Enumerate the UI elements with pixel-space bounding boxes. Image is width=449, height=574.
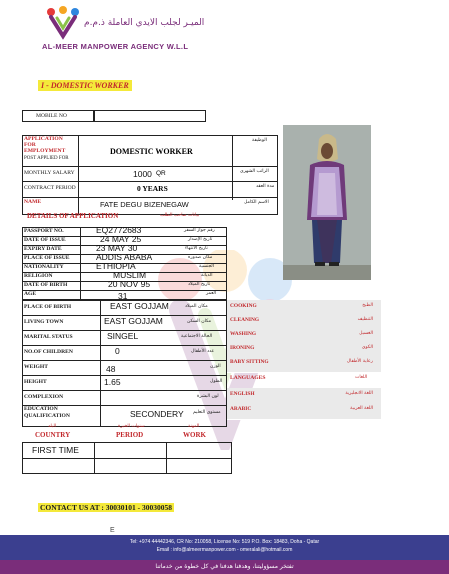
passport-arabic: رقم جواز السفر xyxy=(184,228,215,233)
skill-cooking: COOKING الطبخ xyxy=(227,300,381,317)
exp-period-header: PERIOD xyxy=(116,431,144,439)
exp-country-arabic: البلد xyxy=(48,424,56,429)
education-value: SECONDERY xyxy=(130,409,184,419)
issue-date-arabic: تاريخ الإصدار xyxy=(188,237,213,242)
skill-baby-sitting: BABY SITTING رعاية الأطفال xyxy=(227,356,381,373)
monthly-salary-arabic: الراتب الشهري xyxy=(240,169,269,174)
education-arabic: مستوى التعليم xyxy=(193,410,221,415)
weight-value: 48 xyxy=(106,364,116,374)
applicant-photo xyxy=(283,125,371,280)
religion-value: MUSLIM xyxy=(113,270,147,280)
section-title: I - DOMESTIC WORKER xyxy=(38,80,132,91)
application-label-4: POST APPLIED FOR xyxy=(24,156,69,161)
monthly-salary-unit: QR xyxy=(156,170,166,177)
weight-arabic: الوزن xyxy=(210,364,221,369)
agency-name-english: AL-MEER MANPOWER AGENCY W.L.L xyxy=(42,42,189,51)
marital-status-label: MARITAL STATUS xyxy=(24,334,73,340)
contract-period-value: 0 YEARS xyxy=(137,184,168,193)
skill-washing: WASHING الغسيل xyxy=(227,328,381,345)
mobile-no-value-cell xyxy=(94,110,206,122)
expiry-date-label: EXPIRY DATE xyxy=(24,246,62,252)
contact-numbers: CONTACT US AT : 30030101 - 30030058 xyxy=(40,503,172,512)
place-of-issue-arabic: مكان صدوره xyxy=(188,255,213,260)
education-label-1: EDUCATION xyxy=(24,406,58,412)
name-value: FATE DEGU BIZENEGAW xyxy=(100,200,189,209)
exp-country-header: COUNTRY xyxy=(35,431,71,439)
contract-period-label: CONTRACT PERIOD xyxy=(24,185,76,191)
height-arabic: الطول xyxy=(210,379,223,384)
height-value: 1.65 xyxy=(104,377,121,387)
marital-status-value: SINGEL xyxy=(107,331,139,341)
age-label: AGE xyxy=(24,291,37,297)
skill-cleaning: CLEANING التنظيف xyxy=(227,314,381,331)
languages-header: LANGUAGES xyxy=(230,375,266,381)
details-title-arabic: بيانات صاحب الطلب xyxy=(160,213,200,218)
footer-slogan-bar xyxy=(0,560,449,574)
nationality-label: NATIONALITY xyxy=(24,264,64,270)
footer-email: Email : info@almeermanpower.com - omeralali@hotmail.com xyxy=(156,547,293,553)
age-value: 31 xyxy=(118,291,128,301)
agency-logo-icon xyxy=(43,6,83,40)
place-of-issue-label: PLACE OF ISSUE xyxy=(24,255,70,261)
languages-header-arabic: اللغات xyxy=(355,375,368,380)
issue-date-label: DATE OF ISSUE xyxy=(24,237,66,243)
children-value: 0 xyxy=(115,346,120,356)
passport-label: PASSPORT NO. xyxy=(24,228,64,234)
expiry-date-value: 23 MAY 30 xyxy=(96,243,138,253)
language-english: ENGLISH اللغة الانجليزية xyxy=(227,388,381,405)
age-arabic: العمر xyxy=(206,291,217,296)
footer-bar xyxy=(0,535,449,560)
page-marker: E xyxy=(110,527,115,534)
skill-ironing: IRONING الكوي xyxy=(227,342,381,359)
place-of-issue-value: ADDIS ABABA xyxy=(96,252,153,262)
post-applied-value: DOMESTIC WORKER xyxy=(110,147,193,156)
exp-period-arabic: سنوات الخبرة xyxy=(118,424,145,429)
place-of-birth-arabic: مكان الميلاد xyxy=(185,304,208,309)
date-of-birth-value: 20 NOV 95 xyxy=(108,279,151,289)
experience-first-time: FIRST TIME xyxy=(32,445,79,455)
religion-arabic: الديانة xyxy=(201,273,213,278)
passport-value: EQ2772683 xyxy=(96,225,142,235)
place-of-birth-label: PLACE OF BIRTH xyxy=(24,304,72,310)
education-label-2: QUALIFICATION xyxy=(24,413,70,419)
contract-period-arabic: مدة العقد xyxy=(256,184,275,189)
date-of-birth-arabic: تاريخ الميلاد xyxy=(188,282,211,287)
application-label-2: FOR xyxy=(24,142,36,148)
children-arabic: عدد الأطفال xyxy=(191,349,215,354)
details-title: DETAILS OF APPLICATION xyxy=(27,212,119,220)
religion-label: RELIGION xyxy=(24,273,53,279)
agency-name-arabic: الميـر لجلب الايدي العاملة ذ.م.م xyxy=(84,18,205,28)
language-arabic: ARABIC اللغة العربية xyxy=(227,403,381,420)
footer-address: Tel: +974 44442346, CR No: 210058, License No: 519 P.O. Box: 18483, Doha - Qatar xyxy=(129,539,320,545)
nationality-arabic: الجنسية xyxy=(199,264,214,269)
issue-date-value: 24 MAY 25 xyxy=(100,234,142,244)
expiry-date-arabic: تاريخ الانتهاء xyxy=(185,246,208,251)
marital-status-arabic: الحالة الاجتماعية xyxy=(181,334,213,339)
height-label: HEIGHT xyxy=(24,379,47,385)
mobile-no-label: MOBILE NO xyxy=(36,113,67,119)
name-arabic: الاسم الكامل xyxy=(244,200,269,205)
children-label: NO.OF CHILDREN xyxy=(24,349,73,355)
place-of-birth-value: EAST GOJJAM xyxy=(110,301,169,311)
complexion-arabic: لون البشرة xyxy=(197,394,219,399)
living-town-arabic: مكان السكن xyxy=(187,319,212,324)
footer-slogan: تفتخر مسؤوليتنا، وهدفنا هدفنا في كل خطوة من خدماتنا xyxy=(155,563,294,570)
nationality-value: ETHIOPIA xyxy=(96,261,136,271)
exp-work-arabic: المهنة xyxy=(188,424,200,429)
exp-work-header: WORK xyxy=(183,431,206,439)
complexion-label: COMPLEXION xyxy=(24,394,64,400)
date-of-birth-label: DATE OF BIRTH xyxy=(24,282,68,288)
monthly-salary-value: 1000 xyxy=(133,169,152,179)
application-label-3: EMPLOYMENT xyxy=(24,148,66,154)
weight-label: WEIGHT xyxy=(24,364,48,370)
living-town-label: LIVING TOWN xyxy=(24,319,64,325)
monthly-salary-label: MONTHLY SALARY xyxy=(24,170,75,176)
post-applied-arabic: الوظيفة xyxy=(252,138,267,143)
living-town-value: EAST GOJJAM xyxy=(104,316,163,326)
application-label-1: APPLICATION xyxy=(24,136,63,142)
name-label: NAME xyxy=(24,199,42,205)
